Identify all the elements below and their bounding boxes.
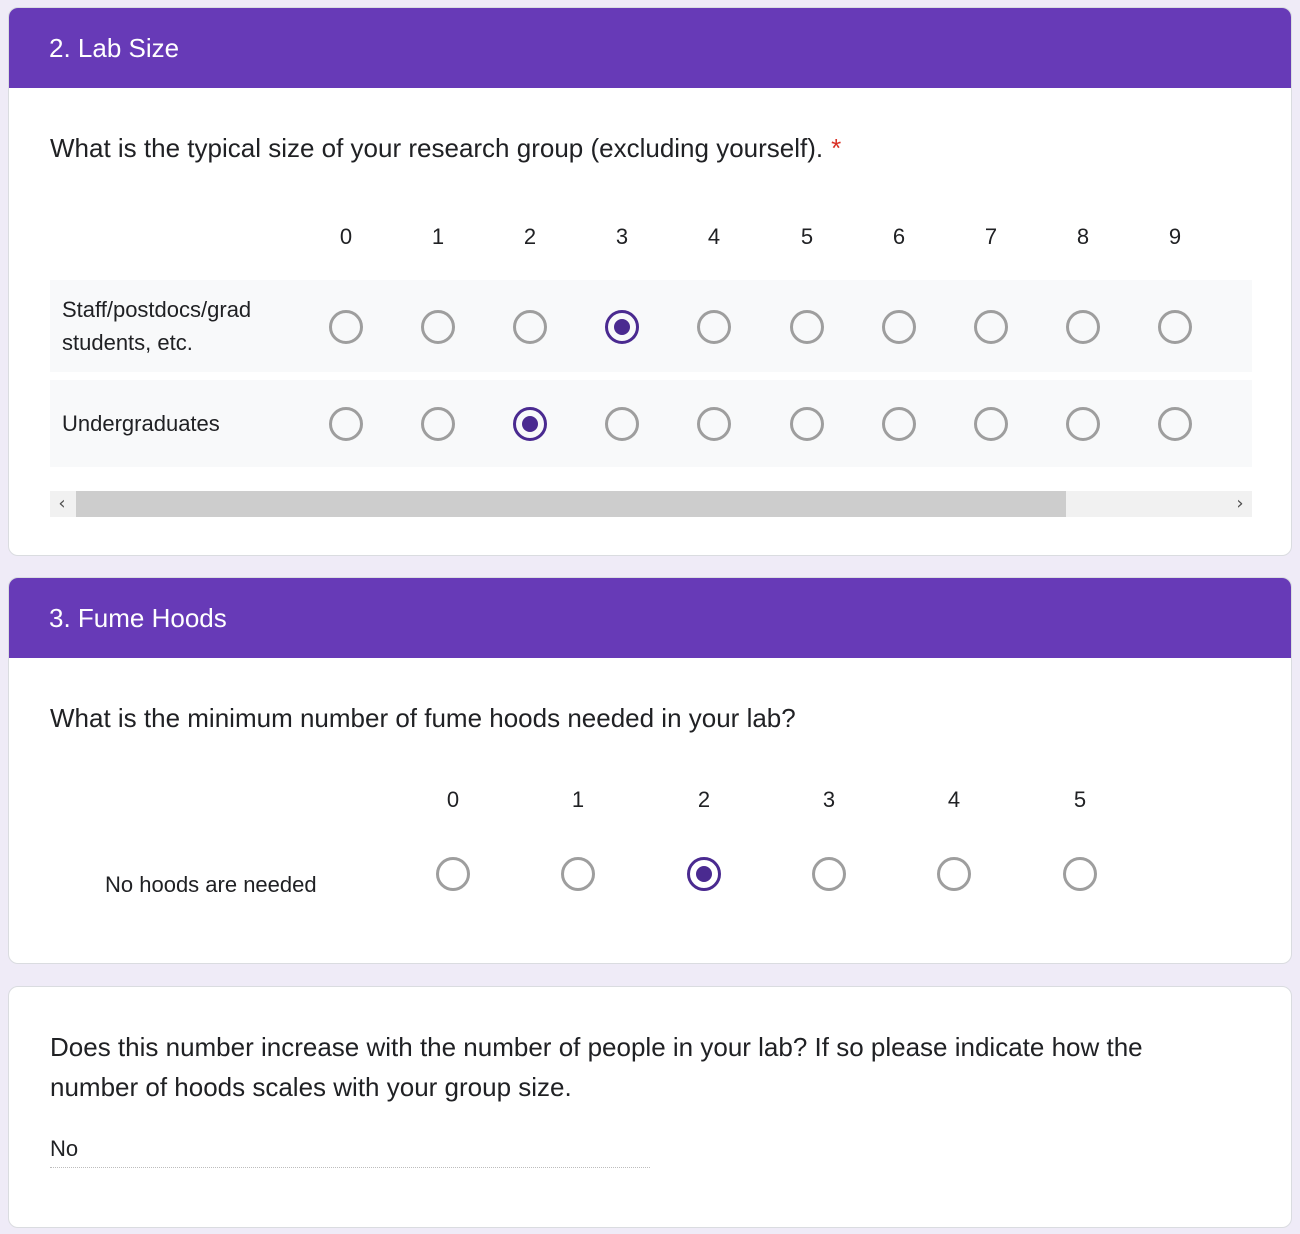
- scroll-right-icon[interactable]: ›: [1236, 493, 1244, 514]
- radio-staff-3[interactable]: [605, 310, 639, 344]
- column-label-2: 2: [697, 787, 711, 812]
- question-text: What is the typical size of your research group (excluding yourself).: [50, 133, 824, 163]
- radio-undergrad-5[interactable]: [790, 407, 824, 441]
- radio-staff-8[interactable]: [1066, 310, 1100, 344]
- column-label-4: 4: [947, 787, 961, 812]
- column-label-0: 0: [339, 224, 353, 249]
- row-label-no-hoods: No hoods are needed: [105, 872, 317, 897]
- section-fume-hoods-card: [8, 577, 1292, 964]
- row-label-line: Staff/postdocs/grad: [62, 297, 252, 322]
- radio-staff-0[interactable]: [329, 310, 363, 344]
- column-label-5: 5: [800, 224, 814, 249]
- column-label-5: 5: [1073, 787, 1087, 812]
- radio-staff-1[interactable]: [421, 310, 455, 344]
- column-label-7: 7: [984, 224, 998, 249]
- section-header-lab-size: [9, 8, 1291, 88]
- question-group-size: [50, 128, 841, 168]
- radio-staff-5[interactable]: [790, 310, 824, 344]
- grid-row-staff: [50, 280, 1252, 372]
- row-label-undergraduates: Undergraduates: [62, 411, 220, 436]
- question-text-line: number of hoods scales with your group size.: [50, 1072, 572, 1102]
- section-lab-size-card: [8, 7, 1292, 556]
- short-answer-field[interactable]: No: [50, 1135, 650, 1168]
- column-label-6: 6: [892, 224, 906, 249]
- radio-hoods-2[interactable]: [687, 857, 721, 891]
- radio-undergrad-8[interactable]: [1066, 407, 1100, 441]
- radio-undergrad-3[interactable]: [605, 407, 639, 441]
- radio-hoods-0[interactable]: [436, 857, 470, 891]
- radio-undergrad-9[interactable]: [1158, 407, 1192, 441]
- radio-staff-6[interactable]: [882, 310, 916, 344]
- column-label-8: 8: [1076, 224, 1090, 249]
- radio-undergrad-4[interactable]: [697, 407, 731, 441]
- question-hoods-scaling-card: [8, 986, 1292, 1228]
- column-label-3: 3: [822, 787, 836, 812]
- section-title: 2. Lab Size: [49, 32, 180, 63]
- column-label-3: 3: [615, 224, 629, 249]
- radio-undergrad-6[interactable]: [882, 407, 916, 441]
- required-asterisk: *: [831, 133, 842, 163]
- row-label-line: students, etc.: [62, 330, 193, 355]
- section-title: 3. Fume Hoods: [49, 602, 227, 633]
- column-label-0: 0: [446, 787, 460, 812]
- horizontal-scrollbar[interactable]: [50, 491, 1252, 517]
- radio-staff-7[interactable]: [974, 310, 1008, 344]
- column-label-1: 1: [571, 787, 585, 812]
- radio-staff-9[interactable]: [1158, 310, 1192, 344]
- question-hoods-scaling: [50, 1027, 1143, 1107]
- grid-row-undergraduates: [50, 380, 1252, 467]
- radio-undergrad-2[interactable]: [513, 407, 547, 441]
- radio-hoods-3[interactable]: [812, 857, 846, 891]
- column-label-4: 4: [707, 224, 721, 249]
- radio-hoods-5[interactable]: [1063, 857, 1097, 891]
- row-label-staff: [62, 293, 251, 359]
- radio-staff-4[interactable]: [697, 310, 731, 344]
- radio-staff-2[interactable]: [513, 310, 547, 344]
- radio-undergrad-1[interactable]: [421, 407, 455, 441]
- question-text-line: Does this number increase with the number of people in your lab? If so please indicate how the: [50, 1032, 1143, 1062]
- column-label-1: 1: [431, 224, 445, 249]
- radio-undergrad-0[interactable]: [329, 407, 363, 441]
- radio-hoods-4[interactable]: [937, 857, 971, 891]
- column-label-9: 9: [1168, 224, 1182, 249]
- radio-hoods-1[interactable]: [561, 857, 595, 891]
- radio-undergrad-7[interactable]: [974, 407, 1008, 441]
- question-min-hoods: What is the minimum number of fume hoods needed in your lab?: [50, 703, 796, 733]
- scroll-left-icon[interactable]: ‹: [58, 493, 66, 514]
- section-header-fume-hoods: [9, 578, 1291, 658]
- column-label-2: 2: [523, 224, 537, 249]
- scrollbar-thumb[interactable]: [76, 491, 1066, 517]
